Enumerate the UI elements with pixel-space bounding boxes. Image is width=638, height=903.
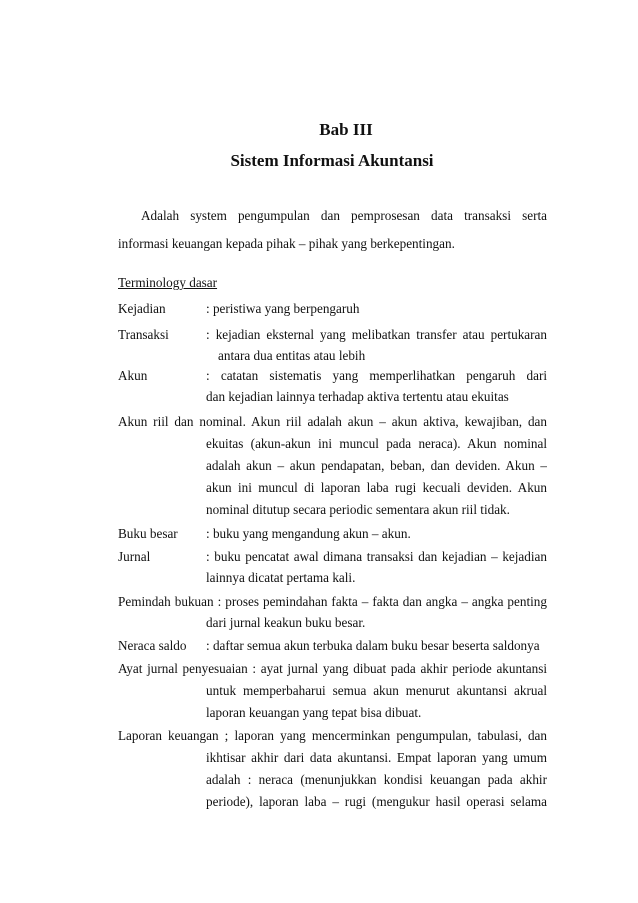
chapter-title: Bab III: [319, 120, 373, 139]
def-buku-besar: : buku yang mengandung akun – akun.: [206, 526, 411, 541]
section-title: Terminology dasar: [118, 275, 218, 290]
intro-line-2: informasi keuangan kepada pihak – pihak yang berkepentingan.: [118, 236, 455, 251]
term-jurnal: Jurnal: [118, 549, 151, 564]
term-akun: Akun: [118, 368, 148, 383]
pemindah-line-2: dari jurnal keakun buku besar.: [206, 615, 366, 630]
def-transaksi-1: : kejadian eksternal yang melibatkan transfer atau pertukaran: [206, 327, 547, 342]
akun-riil-line-1: Akun riil dan nominal. Akun riil adalah akun – akun aktiva, kewajiban, dan: [118, 414, 547, 429]
ayat-jurnal-line-3: laporan keuangan yang tepat bisa dibuat.: [206, 705, 422, 720]
term-neraca-saldo: Neraca saldo: [118, 638, 187, 653]
def-kejadian: : peristiwa yang berpengaruh: [206, 301, 360, 316]
pemindah-line-1: Pemindah bukuan : proses pemindahan fakta – fakta dan angka – angka penting: [118, 594, 547, 609]
term-transaksi: Transaksi: [118, 327, 169, 342]
akun-riil-line-3: adalah akun – akun pendapatan, beban, dan deviden. Akun –: [206, 458, 547, 473]
def-akun-2: dan kejadian lainnya terhadap aktiva tertentu atau ekuitas: [206, 389, 509, 404]
def-akun-1: : catatan sistematis yang memperlihatkan pengaruh dari: [206, 368, 547, 383]
term-kejadian: Kejadian: [118, 301, 166, 316]
laporan-line-3: adalah : neraca (menunjukkan kondisi keuangan pada akhir: [206, 772, 547, 787]
akun-riil-line-5: nominal ditutup secara periodic sementara akun riil tidak.: [206, 502, 510, 517]
def-neraca-saldo: : daftar semua akun terbuka dalam buku besar beserta saldonya: [206, 638, 540, 653]
def-jurnal-1: : buku pencatat awal dimana transaksi dan kejadian – kejadian: [206, 549, 547, 564]
page-heading: Sistem Informasi Akuntansi: [230, 151, 434, 170]
ayat-jurnal-line-2: untuk memperbaharui semua akun menurut akuntansi akrual: [206, 683, 547, 698]
laporan-line-4: periode), laporan laba – rugi (mengukur hasil operasi selama: [206, 794, 547, 809]
ayat-jurnal-line-1: Ayat jurnal penyesuaian : ayat jurnal yang dibuat pada akhir periode akuntansi: [118, 661, 547, 676]
laporan-line-1: Laporan keuangan ; laporan yang mencerminkan pengumpulan, tabulasi, dan: [118, 728, 547, 743]
akun-riil-line-2: ekuitas (akun-akun ini muncul pada neraca). Akun nominal: [206, 436, 547, 451]
laporan-line-2: ikhtisar akhir dari data akuntansi. Empat laporan yang umum: [206, 750, 547, 765]
intro-line-1: Adalah system pengumpulan dan pemprosesan data transaksi serta: [141, 208, 547, 223]
def-jurnal-2: lainnya dicatat pertama kali.: [206, 570, 356, 585]
term-buku-besar: Buku besar: [118, 526, 178, 541]
def-transaksi-2: antara dua entitas atau lebih: [218, 348, 366, 363]
akun-riil-line-4: akun ini muncul di laporan laba rugi kecuali deviden. Akun: [206, 480, 547, 495]
